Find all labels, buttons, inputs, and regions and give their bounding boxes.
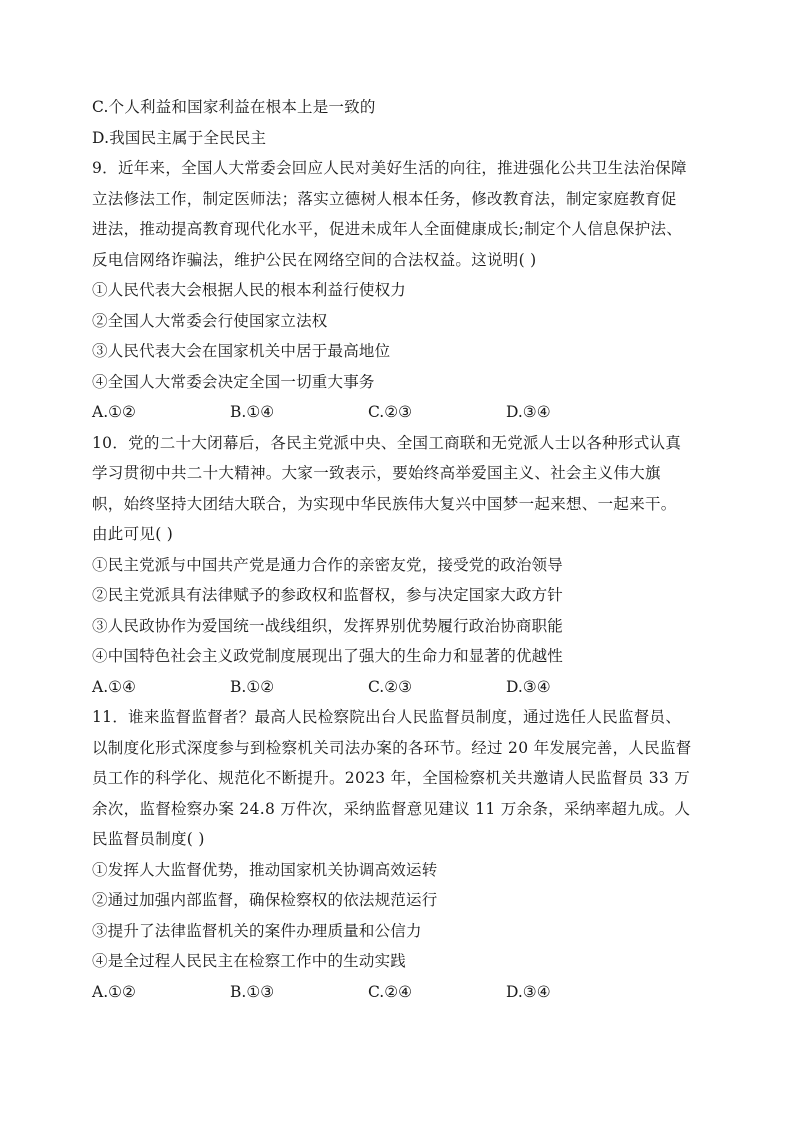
- question-10: [92, 428, 712, 703]
- statement-item: ④中国特色社会主义政党制度展现出了强大的生命力和显著的优越性: [92, 647, 564, 665]
- stem-line: 10．党的二十大闭幕后，各民主党派中央、全国工商联和无党派人士以各种形式认真: [92, 433, 682, 452]
- question-stem: [92, 428, 712, 550]
- option-c: C.②③: [368, 677, 413, 696]
- answer-options: [92, 672, 712, 703]
- statement-item: ②全国人大常委会行使国家立法权: [92, 311, 328, 330]
- option-d: D.③④: [506, 982, 551, 1001]
- statement-list: [92, 550, 712, 672]
- stem-line: 由此可见( ): [92, 525, 174, 543]
- option-a: A.①②: [92, 982, 136, 1001]
- question-stem: [92, 153, 712, 275]
- statement-item: ④是全过程人民民主在检察工作中的生动实践: [92, 952, 407, 970]
- stem-line: 11．谁来监督监督者？最高人民检察院出台人民监督员制度，通过选任人民监督员、: [92, 708, 682, 726]
- option-c: C.②③: [368, 403, 413, 421]
- option-d: D.③④: [506, 403, 551, 421]
- option-d-text: D.我国民主属于全民民主: [92, 128, 267, 147]
- statement-item: ②通过加强内部监督，确保检察权的依法规范运行: [92, 891, 438, 909]
- statement-item: ①人民代表大会根据人民的根本利益行使权力: [92, 281, 407, 299]
- stem-line: 余次，监督检察办案 24.8 万件次，采纳监督意见建议 11 万余条，采纳率超九成。人: [92, 799, 691, 818]
- stem-line: 9．近年来，全国人大常委会回应人民对美好生活的向往，推进强化公共卫生法治保障: [92, 159, 687, 177]
- statement-list: [92, 275, 712, 397]
- answer-options: [92, 397, 712, 428]
- stem-line: 员工作的科学化、规范化不断提升。2023 年，全国检察机关共邀请人民监督员 33 万: [92, 769, 691, 787]
- stem-line: 立法修法工作，制定医师法；落实立德树人根本任务，修改教育法，制定家庭教育促: [92, 189, 677, 208]
- stem-line: 学习贯彻中共二十大精神。大家一致表示，要始终高举爱国主义、社会主义伟大旗: [92, 464, 661, 482]
- stem-line: 帜，始终坚持大团结大联合，为实现中华民族伟大复兴中国梦一起来想、一起来干。: [92, 494, 677, 513]
- statement-list: [92, 855, 712, 977]
- question-stem: [92, 702, 712, 855]
- option-b: B.①④: [230, 403, 275, 421]
- question-11: [92, 702, 712, 1007]
- statement-item: ②民主党派具有法律赋予的参政权和监督权，参与决定国家大政方针: [92, 586, 564, 604]
- stem-line: 反电信网络诈骗法，维护公民在网络空间的合法权益。这说明( ): [92, 250, 537, 269]
- option-a: A.①②: [92, 403, 136, 421]
- option-a: A.①④: [92, 677, 136, 696]
- option-c: C.②④: [368, 982, 413, 1001]
- stem-line: 进法，推动提高教育现代化水平，促进未成年人全面健康成长;制定个人信息保护法、: [92, 220, 683, 238]
- answer-options: [92, 977, 712, 1008]
- exam-page: [92, 92, 712, 1007]
- question-9: [92, 153, 712, 428]
- stem-line: 民监督员制度( ): [92, 830, 205, 848]
- statement-item: ③人民代表大会在国家机关中居于最高地位: [92, 342, 391, 360]
- option-d: D.③④: [506, 677, 551, 696]
- statement-item: ④全国人大常委会决定全国一切重大事务: [92, 372, 375, 391]
- prev-question-options: [92, 92, 712, 153]
- option-c-text: C.个人利益和国家利益在根本上是一致的: [92, 98, 376, 116]
- option-b: B.①③: [230, 982, 275, 1001]
- statement-item: ③人民政协作为爱国统一战线组织，发挥界别优势履行政治协商职能: [92, 616, 564, 635]
- statement-item: ③提升了法律监督机关的案件办理质量和公信力: [92, 921, 422, 940]
- statement-item: ①发挥人大监督优势，推动国家机关协调高效运转: [92, 860, 438, 879]
- stem-line: 以制度化形式深度参与到检察机关司法办案的各环节。经过 20 年发展完善，人民监督: [92, 738, 692, 757]
- option-b: B.①②: [230, 677, 275, 696]
- statement-item: ①民主党派与中国共产党是通力合作的亲密友党，接受党的政治领导: [92, 555, 564, 574]
